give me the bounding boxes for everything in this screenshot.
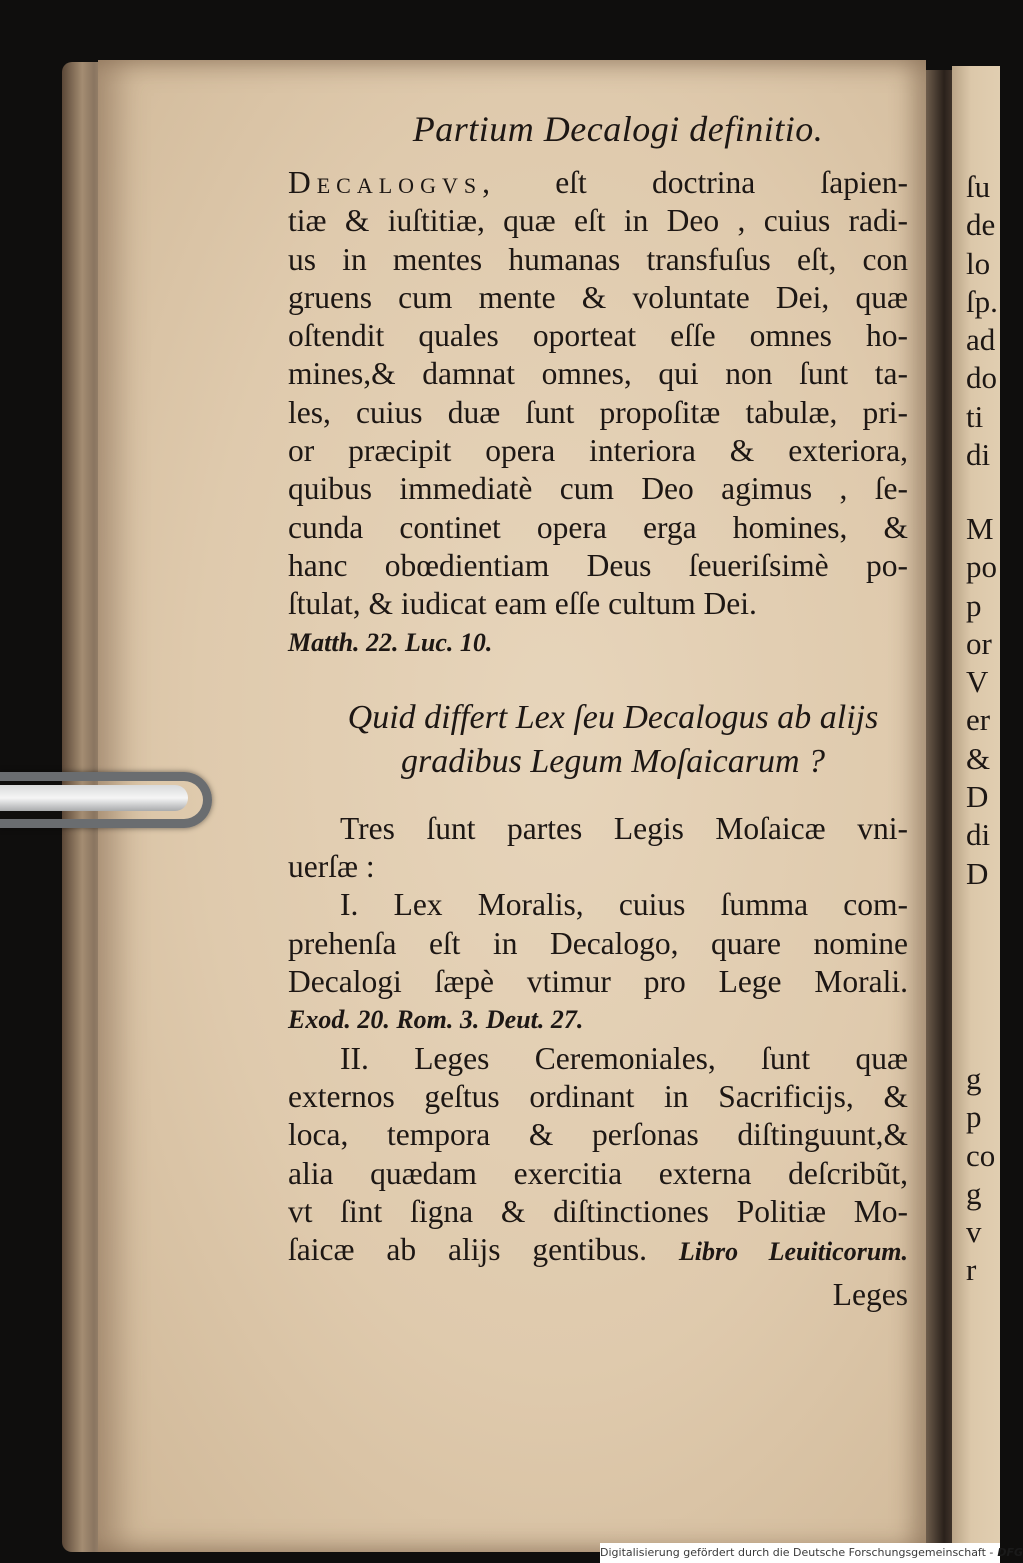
answer-intro-line: uerſæ : [288,849,375,885]
credit-text: Digitalisierung gefördert durch die Deutsche Forschungsgemeinschaft - [600,1546,994,1559]
definition-line: gruens cum mente & voluntate Dei, quæ [288,279,908,315]
definition-line: hanc obœdientiam Deus ſeueriſsimè po- [288,547,908,583]
definition-line: mines,& damnat omnes, qui non ſunt ta- [288,356,908,392]
definition-line: ſtulat, & iudicat eam eſſe cultum Dei. [288,586,757,622]
item1-reference: Exod. 20. Rom. 3. Deut. 27. [288,1005,584,1035]
item1-line: Decalogi ſæpè vtimur pro Lege Morali. [288,964,908,1000]
facing-page-text-bottom: g p co g v r [966,1061,996,1288]
facing-page-text-middle: M po p or V er & D di D [966,511,997,891]
definition-line: oſtendit quales oporteat eſſe omnes ho- [288,318,908,354]
item2-line: loca, tempora & perſonas diſtinguunt,& [288,1117,908,1153]
definition-line: quibus immediatè cum Deo agimus , ſe- [288,471,908,507]
definition-reference: Matth. 22. Luc. 10. [288,627,493,657]
definition-line: cunda continet opera erga homines, & [288,509,908,545]
dfg-logo: DFG [997,1546,1023,1559]
catchword: Leges [832,1277,908,1313]
item2-line: externos geſtus ordinant in Sacrificijs, & [288,1078,908,1114]
definition-first-line: Decalogvs, eſt doctrina ſapien- [288,165,908,200]
answer-intro-line: Tres ſunt partes Legis Moſaicæ vni- [340,810,908,846]
item1-line: prehenſa eſt in Decalogo, quare nomine [288,925,908,961]
bookmark-ribbon-highlight [0,785,188,811]
definition-line: les, cuius duæ ſunt propoſitæ tabulæ, pri- [288,394,908,430]
definition-line: or præcipit opera interiora & exteriora, [288,433,908,469]
item1-line: I. Lex Moralis, cuius ſumma com- [340,887,908,923]
item2-line: II. Leges Ceremoniales, ſunt quæ [340,1040,908,1076]
page-text-block [288,108,908,1315]
lead-word: Decalogvs [288,165,483,200]
question-heading: Quid differt Lex ſeu Decalogus ab alijs gradibus Legum Moſaicarum ? [347,698,879,780]
item2-line: alia quædam exercitia externa deſcribũt, [288,1155,908,1191]
running-head: Partium Decalogi definitio. [412,109,824,149]
item2-reference: Libro Leuiticorum. [678,1237,909,1267]
definition-line: us in mentes humanas transfuſus eſt, con [288,241,908,277]
item2-last-line: ſaicæ ab alijs gentibus. Libro Leuiticorum. [288,1232,909,1268]
item2-line: vt ſint ſigna & diſtinctiones Politiæ Mo- [288,1193,908,1229]
digitization-credit-bar [600,1543,1023,1563]
facing-page-text-top: ſu de lo ſp. ad do ti di [966,169,998,473]
definition-line: tiæ & iuſtitiæ, quæ eſt in Deo , cuius radi- [288,203,908,239]
